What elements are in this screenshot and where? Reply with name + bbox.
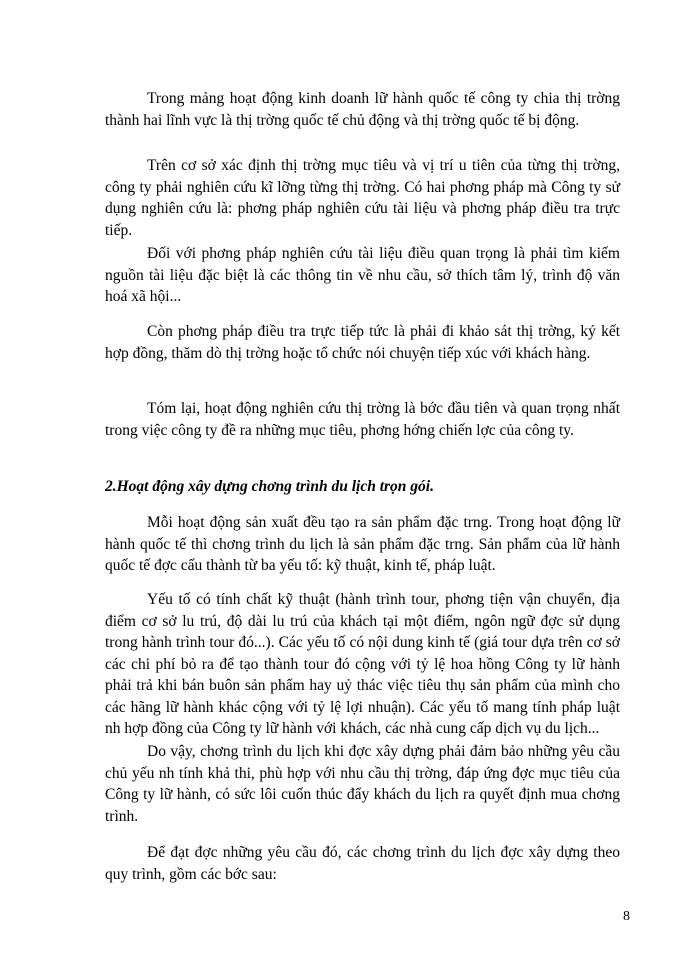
paragraph: Để đạt đợc những yêu cầu đó, các chơng trình du lịch đợc xây dựng theo quy trình, gồm các bớc sau: [105, 844, 620, 883]
page-number: 8 [623, 909, 630, 924]
section-heading: 2.Hoạt động xây dựng chơng trình du lịch trọn gói. [105, 478, 434, 495]
paragraph: Tóm lại, hoạt động nghiên cứu thị trờng là bớc đầu tiên và quan trọng nhất trong việc công ty đề ra những mục tiêu, phơng hớng chiến lợc của công ty. [105, 400, 620, 439]
paragraph: Do vậy, chơng trình du lịch khi đợc xây dựng phải đảm bảo những yêu cầu chủ yếu nh tính khả thi, phù hợp với nhu cầu thị trờng, đáp ứng đợc mục tiêu của Công ty lữ hành, có sức lôi cuốn thúc đẩy khách du lịch ra quyết định mua chơng trình. [105, 743, 620, 825]
paragraph: Trên cơ sở xác định thị trờng mục tiêu và vị trí u tiên của từng thị trờng, công ty phải nghiên cứu kĩ lỡng từng thị trờng. Có hai phơng pháp mà Công ty sử dụng nghiên cứu là: phơng pháp nghiên cứu tài liệu và phơng pháp điều tra trực tiếp. [105, 157, 620, 239]
paragraph: Còn phơng pháp điều tra trực tiếp tức là phải đi khảo sát thị trờng, ký kết hợp đồng, thăm dò thị trờng hoặc tổ chức nói chuyện tiếp xúc với khách hàng. [105, 323, 620, 362]
paragraph: Mỗi hoạt động sản xuất đều tạo ra sản phẩm đặc trng. Trong hoạt động lữ hành quốc tế thì chơng trình du lịch là sản phẩm đặc trng. Sản phẩm của lữ hành quốc tế đợc cấu thành từ ba yếu tố: kỹ thuật, kinh tế, pháp luật. [105, 514, 620, 574]
paragraph: Trong mảng hoạt động kinh doanh lữ hành quốc tế công ty chia thị trờng thành hai lĩnh vực là thị trờng quốc tế chủ động và thị trờng quốc tế bị động. [105, 90, 620, 129]
paragraph: Đối với phơng pháp nghiên cứu tài liệu điều quan trọng là phải tìm kiếm nguồn tài liệu đặc biệt là các thông tin về nhu cầu, sở thích tâm lý, trình độ văn hoá xã hội... [105, 245, 620, 305]
paragraph: Yếu tố có tính chất kỹ thuật (hành trình tour, phơng tiện vận chuyển, địa điểm cơ sở lu trú, độ dài lu trú của khách tại một điểm, ngôn ngữ đợc sử dụng trong hành trình tour đó...). Các yếu tố có nội dung kinh tế (giá tour dựa trên cơ sở các chi phí bỏ ra để tạo thành tour đó cộng với tỷ lệ hoa hồng Công ty lữ hành phải trả khi bán buôn sản phẩm hay uỷ thác việc tiêu thụ sản phẩm của mình cho các hãng lữ hành khác cộng với tỷ lệ lợi nhuận). Các yếu tố mang tính pháp luật nh hợp đồng của Công ty lữ hành với khách, các nhà cung cấp dịch vụ du lịch... [105, 591, 620, 737]
